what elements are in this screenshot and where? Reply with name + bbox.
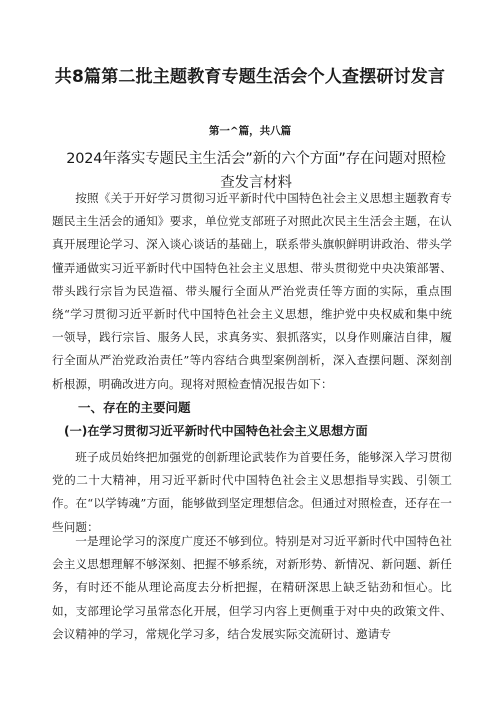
heading-level-1: 一、存在的主要问题 <box>78 400 191 415</box>
paragraph-problem-one: 一是理论学习的深度广度还不够到位。特别是对习近平新时代中国特色社会主义思想理解不够深刻、把握不够系统，对新形势、新情况、新问题、新任务，有时还不能从理论高度去分析把握，在精研深思上缺乏钻劲和恒心。比如，支部理论学习虽常态化开展，但学习内容上更侧重于对中央的政策文件、会议精神的学习，常规化学习多，结合发展实际交流研讨、邀请专 <box>52 534 452 641</box>
heading-level-2: (一)在学习贯彻习近平新时代中国特色社会主义思想方面 <box>64 424 368 438</box>
section-title: 2024年落实专题民主生活会”新的六个方面”存在问题对照检查发言材料 <box>66 151 446 191</box>
paragraph-intro: 按照《关于开好学习贯彻习近平新时代中国特色社会主义思想主题教育专题民主生活会的通知》要求，单位党支部班子对照此次民主生活会主题，在认真开展理论学习、深入谈心谈话的基础上，联系带头旗帜鲜明讲政治、带头学懂弄通做实习近平新时代中国特色社会主义思想、带头贯彻党中央决策部署、带头践行宗旨为民造福、带头履行全面从严治党责任等方面的实际，重点围绕“学习贯彻习近平新时代中国特色社会主义思想，维护党中央权威和集中统一领导，践行宗旨、服务人民，求真务实、狠抓落实，以身作则廉洁自律，履行全面从严治党政治责任”等内容结合典型案例剖析，深入查摆问题、深刻剖析根源，明确改进方向。现将对照检查情况报告如下： <box>52 191 452 391</box>
document-title: 共8篇第二批主题教育专题生活会个人查摆研讨发言 <box>54 67 446 87</box>
paragraph-study: 班子成员始终把加强党的创新理论武装作为首要任务，能够深入学习贯彻党的二十大精神，用习近平新时代中国特色社会主义思想指导实践、引领工作。在“以学铸魂”方面，能够做到坚定理想信念。但通过对照检查，还存在一些问题： <box>52 450 452 534</box>
chapter-label: 第一^篇，共八篇 <box>208 125 292 137</box>
